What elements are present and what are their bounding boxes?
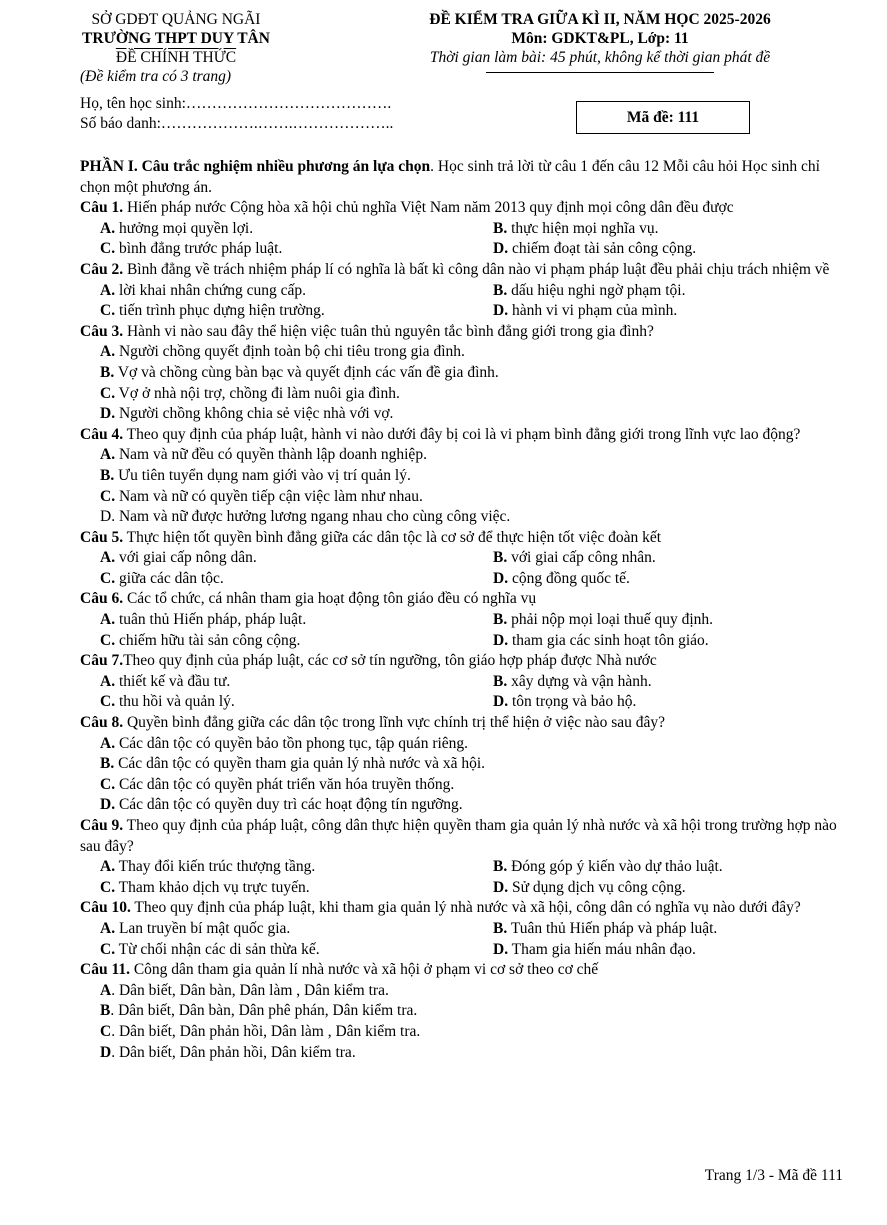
- answer-option: [100, 795, 846, 816]
- answer-option: [100, 1043, 846, 1064]
- option-text: Vợ và chồng cùng bàn bạc và quyết định các vấn đề gia đình.: [114, 363, 499, 381]
- question-text: Công dân tham gia quản lí nhà nước và xã hội ở phạm vi cơ sở theo cơ chế: [129, 961, 599, 979]
- option-letter: D.: [493, 693, 509, 711]
- option-text: thu hồi và quản lý.: [115, 693, 235, 711]
- option-text: thiết kế và đầu tư.: [115, 672, 231, 690]
- answer-option: [493, 878, 846, 899]
- answer-option: [100, 610, 493, 631]
- option-letter: A.: [100, 549, 116, 567]
- student-id-line: Số báo danh:……………….…….………………..: [80, 115, 394, 132]
- option-text: Các dân tộc có quyền duy trì các hoạt động tín ngưỡng.: [115, 796, 463, 814]
- question-number: Câu 1.: [80, 199, 124, 217]
- answer-option: [493, 610, 846, 631]
- question-stem: [80, 651, 846, 672]
- option-letter: B.: [493, 549, 508, 567]
- option-text: giữa các dân tộc.: [115, 569, 224, 587]
- answer-option: [100, 342, 846, 363]
- option-text: Từ chối nhận các di sản thừa kế.: [115, 940, 320, 958]
- answer-option: [493, 919, 846, 940]
- exam-time: Thời gian làm bài: 45 phút, không kể thời gian phát đề: [429, 49, 771, 66]
- answer-option: [100, 1001, 846, 1022]
- question: [80, 960, 846, 1063]
- option-letter: A.: [100, 919, 116, 937]
- option-letter: A.: [100, 858, 116, 876]
- option-text: Tham gia hiến máu nhân đạo.: [508, 940, 696, 958]
- answer-option: [100, 301, 493, 322]
- option-letter: B.: [100, 755, 115, 773]
- answer-option: [100, 569, 493, 590]
- option-letter: C.: [100, 240, 116, 258]
- option-text: Tuân thủ Hiến pháp và pháp luật.: [507, 919, 718, 937]
- option-letter: B.: [493, 219, 508, 237]
- question: [80, 260, 846, 322]
- question-list: [80, 198, 846, 1063]
- answer-option: [100, 1022, 846, 1043]
- answer-option: [100, 878, 493, 899]
- answer-option: [493, 692, 846, 713]
- answer-option: [493, 281, 846, 302]
- option-letter: D: [100, 1043, 112, 1061]
- question-number: Câu 4.: [80, 425, 124, 443]
- question-number: Câu 11.: [80, 961, 130, 979]
- answer-options: [80, 610, 846, 651]
- option-text: xây dựng và vận hành.: [507, 672, 652, 690]
- answer-option: [100, 384, 846, 405]
- question-text: Các tổ chức, cá nhân tham gia hoạt động tôn giáo đều có nghĩa vụ: [123, 590, 537, 608]
- option-letter: C.: [100, 775, 116, 793]
- question: [80, 425, 846, 528]
- option-letter: C.: [100, 384, 116, 402]
- answer-options: [80, 342, 846, 424]
- option-text: Lan truyền bí mật quốc gia.: [115, 919, 291, 937]
- option-letter: C.: [100, 693, 116, 711]
- option-text: tham gia các sinh hoạt tôn giáo.: [508, 631, 709, 649]
- answer-option: [100, 281, 493, 302]
- question: [80, 322, 846, 425]
- option-text: tuân thủ Hiến pháp, pháp luật.: [115, 611, 307, 629]
- question-stem: [80, 816, 846, 857]
- answer-options: [80, 281, 846, 322]
- question-text: Theo quy định của pháp luật, công dân thực hiện quyền tham gia quản lý nhà nước và xã hội trong trường hợp nào sau đây?: [80, 817, 837, 855]
- question-text: Bình đẳng về trách nhiệm pháp lí có nghĩa là bất kì công dân nào vi phạm pháp luật đều phải chịu trách nhiệm về: [123, 260, 830, 278]
- answer-options: [80, 919, 846, 960]
- answer-option: [493, 631, 846, 652]
- question-number: Câu 9.: [80, 817, 124, 834]
- answer-option: [100, 981, 846, 1002]
- question-number: Câu 2.: [80, 260, 124, 278]
- part-title: PHẦN I. Câu trắc nghiệm nhiều phương án lựa chọn: [80, 158, 431, 175]
- answer-option: [100, 404, 846, 425]
- question-text: Theo quy định của pháp luật, hành vi nào dưới đây bị coi là vi phạm bình đẳng giới trong lĩnh vực lao động?: [123, 425, 801, 443]
- answer-option: [100, 857, 493, 878]
- question-number: Câu 10.: [80, 899, 131, 917]
- answer-option: [493, 672, 846, 693]
- official-label: ĐỀ CHÍNH THỨC: [115, 49, 237, 66]
- exam-subject: Môn: GDKT&PL, Lớp: 11: [511, 30, 689, 47]
- option-letter: C.: [100, 487, 116, 505]
- option-letter: B.: [493, 672, 508, 690]
- question-text: Theo quy định của pháp luật, khi tham gia quản lý nhà nước và xã hội, công dân có nghĩa vụ nào dưới đây?: [130, 899, 801, 917]
- answer-option: [100, 239, 493, 260]
- question-number: Câu 6.: [80, 590, 124, 608]
- option-letter: D.: [493, 569, 509, 587]
- option-text: . Dân biết, Dân phản hồi, Dân làm , Dân kiểm tra.: [111, 1022, 421, 1040]
- option-letter: C: [100, 1022, 112, 1040]
- question: [80, 816, 846, 898]
- question-number: Câu 7.: [80, 652, 124, 670]
- option-text: lời khai nhân chứng cung cấp.: [115, 281, 306, 299]
- answer-option: [493, 548, 846, 569]
- question-stem: [80, 713, 846, 734]
- answer-option: [100, 548, 493, 569]
- option-text: hành vi vi phạm của mình.: [508, 302, 678, 320]
- question-stem: [80, 198, 846, 219]
- question-stem: [80, 960, 846, 981]
- answer-option: [100, 487, 846, 508]
- answer-option: [100, 692, 493, 713]
- part-instruction-text: . Học sinh trả lời từ câu 1 đến câu 12 Mỗi câu hỏi Học sinh chỉ chọn một phương án.: [80, 158, 820, 196]
- option-text: cộng đồng quốc tế.: [508, 569, 630, 587]
- answer-option: [100, 466, 846, 487]
- exam-header: [370, 10, 830, 73]
- option-text: phải nộp mọi loại thuế quy định.: [507, 611, 714, 629]
- answer-option: [493, 857, 846, 878]
- question-number: Câu 5.: [80, 528, 124, 546]
- question-text: Hiến pháp nước Cộng hòa xã hội chủ nghĩa Việt Nam năm 2013 quy định mọi công dân đều được: [123, 199, 734, 217]
- answer-option: [100, 363, 846, 384]
- answer-option: [493, 569, 846, 590]
- option-text: Các dân tộc có quyền bảo tồn phong tục, tập quán riêng.: [115, 734, 469, 752]
- answer-option: [100, 631, 493, 652]
- exam-title: ĐỀ KIỂM TRA GIỮA KÌ II, NĂM HỌC 2025-2026: [429, 11, 771, 28]
- option-text: Đóng góp ý kiến vào dự thảo luật.: [507, 858, 723, 876]
- question: [80, 713, 846, 816]
- question-stem: [80, 898, 846, 919]
- pages-note: (Đề kiểm tra có 3 trang): [80, 68, 232, 85]
- question-text: Thực hiện tốt quyền bình đẳng giữa các dân tộc là cơ sở để thực hiện tốt việc đoàn kết: [123, 528, 662, 546]
- answer-option: [493, 301, 846, 322]
- option-text: bình đẳng trước pháp luật.: [115, 240, 283, 258]
- question-stem: [80, 322, 846, 343]
- option-text: chiếm hữu tài sản công cộng.: [115, 631, 301, 649]
- option-letter: C.: [100, 302, 116, 320]
- answer-option: [100, 445, 846, 466]
- option-letter: D.: [493, 878, 509, 896]
- answer-options: [80, 445, 846, 527]
- option-letter: A.: [100, 219, 116, 237]
- answer-option: [100, 219, 493, 240]
- exam-content: [80, 157, 846, 1063]
- option-letter: A.: [100, 672, 116, 690]
- option-letter: B.: [493, 611, 508, 629]
- option-text: hưởng mọi quyền lợi.: [115, 219, 254, 237]
- option-letter: A.: [100, 611, 116, 629]
- option-text: chiếm đoạt tài sản công cộng.: [508, 240, 697, 258]
- option-text: Ưu tiên tuyển dụng nam giới vào vị trí quản lý.: [114, 466, 411, 484]
- answer-option: [100, 754, 846, 775]
- option-text: Người chồng không chia sẻ việc nhà với vợ.: [115, 405, 394, 423]
- option-letter: A.: [100, 343, 116, 361]
- question-number: Câu 8.: [80, 714, 124, 732]
- answer-options: [80, 857, 846, 898]
- answer-options: [80, 734, 846, 816]
- option-letter: A.: [100, 446, 116, 464]
- question-stem: [80, 528, 846, 549]
- option-text: Nam và nữ đều có quyền thành lập doanh nghiệp.: [115, 446, 427, 464]
- question: [80, 898, 846, 960]
- option-letter: D.: [100, 405, 116, 423]
- option-letter: B.: [100, 466, 115, 484]
- option-text: Vợ ở nhà nội trợ, chồng đi làm nuôi gia đình.: [115, 384, 400, 402]
- option-letter: D.: [493, 631, 509, 649]
- option-text: . Dân biết, Dân bàn, Dân làm , Dân kiểm tra.: [111, 981, 389, 999]
- department-name: SỞ GDĐT QUẢNG NGÃI: [91, 11, 261, 28]
- answer-option: [100, 940, 493, 961]
- option-letter: C.: [100, 878, 116, 896]
- student-info: [80, 94, 393, 134]
- option-letter: A: [100, 981, 112, 999]
- option-text: Sử dụng dịch vụ công cộng.: [508, 878, 686, 896]
- exam-code: Mã đề: 111: [626, 108, 700, 126]
- answer-option: [493, 940, 846, 961]
- option-text: Người chồng quyết định toàn bộ chi tiêu trong gia đình.: [115, 343, 465, 361]
- option-text: . Dân biết, Dân phản hồi, Dân kiểm tra.: [111, 1043, 356, 1061]
- question-stem: [80, 260, 846, 281]
- option-letter: C.: [100, 940, 116, 958]
- answer-option: [493, 239, 846, 260]
- question: [80, 589, 846, 651]
- part-instruction: [80, 157, 846, 198]
- option-text: Nam và nữ có quyền tiếp cận việc làm như nhau.: [115, 487, 423, 505]
- option-letter: B.: [493, 919, 508, 937]
- option-letter: A.: [100, 734, 116, 752]
- option-text: với giai cấp công nhân.: [507, 549, 656, 567]
- option-text: tiến trình phục dựng hiện trường.: [115, 302, 325, 320]
- school-header: [56, 10, 296, 86]
- option-text: Các dân tộc có quyền phát triển văn hóa truyền thống.: [115, 775, 455, 793]
- option-text: thực hiện mọi nghĩa vụ.: [507, 219, 659, 237]
- question-stem: [80, 589, 846, 610]
- option-letter: C.: [100, 569, 116, 587]
- question-stem: [80, 425, 846, 446]
- option-text: Nam và nữ được hưởng lương ngang nhau cho cùng công việc.: [115, 508, 511, 526]
- option-letter: D.: [493, 302, 509, 320]
- answer-options: [80, 672, 846, 713]
- question: [80, 528, 846, 590]
- option-letter: D.: [100, 508, 116, 526]
- answer-option: [100, 672, 493, 693]
- answer-options: [80, 219, 846, 260]
- option-letter: D.: [493, 940, 509, 958]
- option-letter: B.: [493, 858, 508, 876]
- answer-option: [493, 219, 846, 240]
- question-number: Câu 3.: [80, 322, 124, 340]
- option-text: Tham khảo dịch vụ trực tuyến.: [115, 878, 310, 896]
- exam-code-box: [576, 101, 750, 134]
- option-letter: B.: [100, 363, 115, 381]
- answer-options: [80, 981, 846, 1063]
- header-divider: [486, 72, 714, 73]
- option-text: dấu hiệu nghi ngờ phạm tội.: [507, 281, 686, 299]
- answer-option: [100, 919, 493, 940]
- answer-option: [100, 775, 846, 796]
- option-text: . Dân biết, Dân bàn, Dân phê phán, Dân kiểm tra.: [110, 1002, 418, 1020]
- option-letter: D.: [100, 796, 116, 814]
- option-letter: B.: [493, 281, 508, 299]
- option-text: Thay đổi kiến trúc thượng tầng.: [115, 858, 316, 876]
- option-letter: C.: [100, 631, 116, 649]
- option-letter: B: [100, 1002, 111, 1020]
- question: [80, 651, 846, 713]
- student-name-line: Họ, tên học sinh:………………………………….: [80, 95, 392, 112]
- option-letter: A.: [100, 281, 116, 299]
- answer-options: [80, 548, 846, 589]
- page-footer: Trang 1/3 - Mã đề 111: [704, 1167, 843, 1184]
- answer-option: [100, 507, 846, 528]
- question-text: Hành vi nào sau đây thể hiện việc tuân thủ nguyên tắc bình đẳng giới trong gia đình?: [123, 322, 654, 340]
- answer-option: [100, 734, 846, 755]
- question-text: Theo quy định của pháp luật, các cơ sở tín ngưỡng, tôn giáo hợp pháp được Nhà nước: [123, 652, 657, 670]
- option-letter: D.: [493, 240, 509, 258]
- option-text: tôn trọng và bảo hộ.: [508, 693, 637, 711]
- school-name: TRƯỜNG THPT DUY TÂN: [82, 30, 270, 47]
- option-text: với giai cấp nông dân.: [115, 549, 257, 567]
- option-text: Các dân tộc có quyền tham gia quản lý nhà nước và xã hội.: [114, 755, 486, 773]
- question: [80, 198, 846, 260]
- question-text: Quyền bình đẳng giữa các dân tộc trong lĩnh vực chính trị thể hiện ở việc nào sau đây?: [123, 714, 666, 732]
